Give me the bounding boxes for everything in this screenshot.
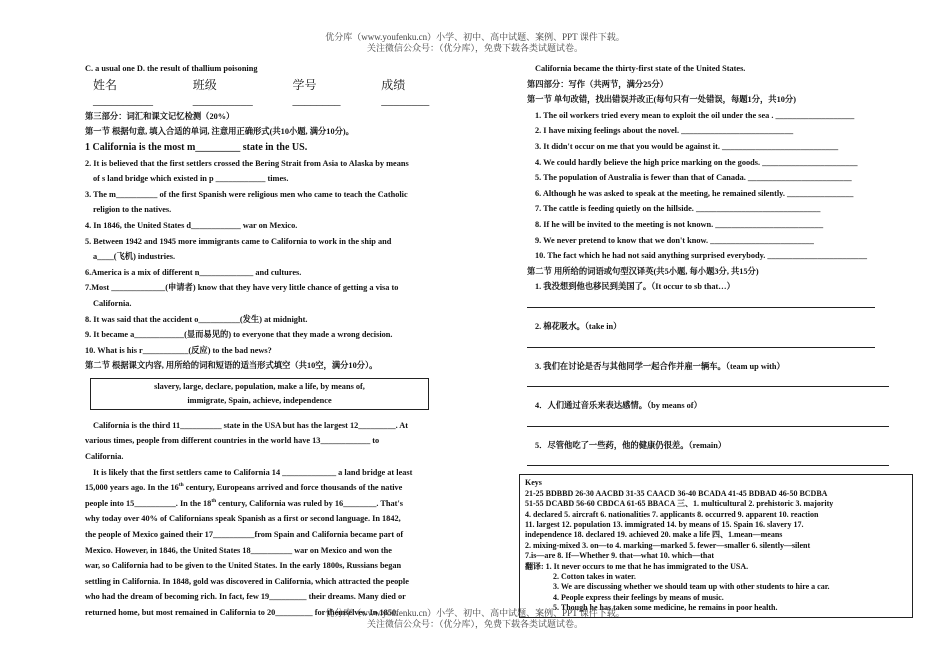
answer-line[interactable]: [527, 335, 875, 348]
passage-line: the people of Mexico gained their 17__________from Spain and California became part of: [85, 530, 404, 540]
keys-line: 4. declared 5. aircraft 6. nationalities 7. applicants 8. occurred 9. apparent 10. reaction: [525, 509, 819, 519]
vocab-question-cont: California.: [93, 298, 132, 308]
options-line: C. a usual one D. the result of thallium poisoning: [85, 64, 258, 73]
passage-line: Mexico. However, in 1846, the United States 18__________ war on Mexico and won the: [85, 545, 392, 555]
vocab-question: 7.Most _____________(申请者) know that they have very little chance of getting a visa to: [85, 283, 399, 293]
translation-prompt: 2. 棉花吸水。（take in）: [535, 321, 622, 331]
answer-keys-box: [519, 474, 913, 617]
vocab-question: 9. It became a____________(显而易见的) to everyone that they made a wrong decision.: [85, 330, 393, 340]
right-column: [527, 61, 913, 618]
cloze-passage: [85, 418, 447, 621]
passage-line: California.: [85, 452, 124, 462]
passage-line: people into 15__________. In the 18th century, California was ruled by 16________. That's: [85, 498, 403, 508]
correction-section-title: 第一节 单句改错，找出错误并改正(每句只有一处错误，每题1分，共10分): [527, 95, 796, 105]
correction-item: 1. The oil workers tried every mean to exploit the oil under the sea . ___________________: [535, 110, 855, 120]
passage-line: various times, people from different countries in the world have 13____________ to: [85, 436, 380, 446]
header-line-1: 优分库（www.youfenku.cn）小学、初中、高中试题、案例、PPT 课件下载。: [325, 32, 625, 42]
part3-title: 第三部分：词汇和课文记忆检测（20%）: [85, 111, 235, 121]
word-bank-box: [90, 378, 429, 410]
keys-line: 7.is—are 8. If—Whether 9. that—what 10. which—that: [525, 551, 715, 561]
answer-line[interactable]: [527, 414, 889, 427]
keys-translate-line: 2. Cotton takes in water.: [553, 571, 636, 581]
passage-line: war, so California had to be given to the United States. In the early 1800s, Russians began: [85, 561, 402, 571]
keys-line: 21-25 BDBBD 26-30 AACBD 31-35 CAACD 36-40 BCADA 41-45 BDBAD 46-50 BCDBA: [525, 488, 828, 498]
translation-prompt: 1. 我没想到他也移民到美国了。（It occur to sb that…）: [535, 282, 735, 292]
correction-item: 9. We never pretend to know that we don't know. _________________________: [535, 235, 814, 245]
part4-title: 第四部分：写作（共两节，满分25分）: [527, 79, 669, 89]
correction-item: 4. We could hardly believe the high price marking on the goods. _______________________: [535, 157, 858, 167]
correction-item: 2. I have mixing feelings about the novel. ___________________________: [535, 126, 794, 136]
vocab-section-title: 第一节 根据句意, 填入合适的单词, 注意用正确形式(共10小题, 满分10分)。: [85, 127, 354, 137]
page-header: [0, 32, 950, 54]
keys-line: 2. mixing-mixed 3. on—to 4. marking—marked 5. fewer—smaller 6. silently—silent: [525, 540, 811, 550]
student-info-row: [93, 78, 447, 109]
vocab-question: 1 California is the most m_________ state in the US.: [85, 141, 308, 153]
vocab-question: 3. The m__________ of the first Spanish were religious men who came to teach the Catholic: [85, 189, 408, 199]
translation-prompt: 3. 我们在讨论是否与其他同学一起合作并雇一辆车。（team up with）: [535, 361, 785, 371]
passage-line: settling in California. In 1848, gold was discovered in California, which attracted the people: [85, 576, 409, 586]
translation-section-title: 第二节 用所给的词语或句型汉译英(共5小题, 每小题3分, 共15分): [527, 266, 759, 276]
score-field: 成绩________: [381, 77, 430, 108]
class-field: 班级__________: [192, 77, 253, 108]
keys-title: Keys: [525, 478, 542, 488]
name-field: 姓名__________: [93, 77, 153, 108]
footer-line-1: 优分库（www.youfenku.cn）小学、初中、高中试题、案例、PPT 课件下载。: [325, 608, 625, 618]
vocab-question: 10. What is his r___________(反应) to the bad news?: [85, 345, 272, 355]
vocab-question: 5. Between 1942 and 1945 more immigrants came to California to work in the ship and: [85, 236, 392, 246]
passage-line: returned home, but most remained in California to 20_________ for themselves. In 1850,: [85, 608, 399, 617]
keys-line: 11. largest 12. population 13. immigrated 14. by means of 15. Spain 16. slavery 17.: [525, 519, 804, 529]
keys-line: independence 18. declared 19. achieved 20. make a life 四、1.mean—means: [525, 530, 783, 540]
correction-item: 8. If he will be invited to the meeting is not known. __________________________: [535, 219, 824, 229]
keys-translate-line: 5. Though he has taken some medicine, he remains in poor health.: [553, 603, 778, 613]
correction-item: 6. Although he was asked to speak at the meeting, he remained silently. ________________: [535, 188, 854, 198]
passage-section-title: 第二节 根据课文内容, 用所给的词和短语的适当形式填空（共10空，满分10分）。: [85, 361, 378, 371]
correction-item: 10. The fact which he had not said anything surprised everybody. ________________________: [535, 251, 867, 261]
top-line: California became the thirty-first state of the United States.: [535, 64, 746, 73]
keys-translate-line: 4. People express their feelings by means of music.: [553, 592, 724, 602]
passage-line: It is likely that the first settlers came to California 14 _____________ a land bridge at least: [93, 467, 413, 477]
vocab-question-cont: religion to the natives.: [93, 205, 172, 215]
vocab-question: 6.America is a mix of different n_____________ and cultures.: [85, 267, 302, 277]
correction-item: 7. The cattle is feeding quietly on the hillside. ______________________________: [535, 204, 821, 214]
passage-line: California is the third 11__________ state in the USA but has the largest 12_________. At: [93, 420, 409, 430]
keys-line: 51-55 DCABD 56-60 CBDCA 61-65 BBACA 三、1. multicultural 2. prehistoric 3. majority: [525, 499, 834, 509]
word-bank-line: immigrate, Spain, achieve, independence: [187, 395, 332, 405]
vocab-question: 2. It is believed that the first settlers crossed the Bering Strait from Asia to Alaska by means: [85, 158, 409, 168]
answer-line[interactable]: [527, 453, 889, 466]
vocab-question: 8. It was said that the accident o__________(发生) at midnight.: [85, 314, 308, 324]
vocab-question: 4. In 1846, the United States d____________ war on Mexico.: [85, 220, 298, 230]
correction-item: 5. The population of Australia is fewer than that of Canada. _________________________: [535, 173, 852, 183]
keys-translate-line: 翻译: 1. It never occurs to me that he has immigrated to the USA.: [525, 561, 749, 571]
correction-item: 3. It didn't occur on me that you would be against it. ____________________________: [535, 141, 839, 151]
passage-line: why today over 40% of Californians speak Spanish as a first or second language. In 1842,: [85, 514, 401, 524]
word-bank-line: slavery, large, declare, population, make a life, by means of,: [154, 381, 365, 391]
translation-prompt: 4．人们通过音乐来表达感情。（by means of）: [535, 401, 702, 411]
header-line-2: 关注微信公众号：（优分库），免费下载各类试题试卷。: [366, 43, 583, 53]
student-number-field: 学号________: [292, 77, 341, 108]
vocab-question-cont: of s land bridge which existed in p ____________ times.: [93, 174, 289, 184]
answer-line[interactable]: [527, 374, 889, 387]
left-column: [85, 61, 447, 621]
translate-label: 翻译:: [525, 561, 544, 571]
vocab-question-cont: a____(飞机) industries.: [93, 252, 176, 262]
translation-prompt: 5．尽管他吃了一些药，他的健康仍很差。（remain）: [535, 440, 727, 450]
passage-line: 15,000 years ago. In the 16th century, Europeans arrived and force thousands of the native: [85, 482, 403, 493]
answer-line[interactable]: [527, 295, 875, 308]
passage-line: who had the dream of becoming rich. In fact, few 19_________ their dreams. Many died or: [85, 592, 406, 602]
page-footer: [0, 608, 950, 630]
footer-line-2: 关注微信公众号：（优分库），免费下载各类试题试卷。: [366, 619, 583, 629]
keys-translate-line: 3. We are discussing whether we should team up with other students to hire a car.: [553, 582, 830, 592]
